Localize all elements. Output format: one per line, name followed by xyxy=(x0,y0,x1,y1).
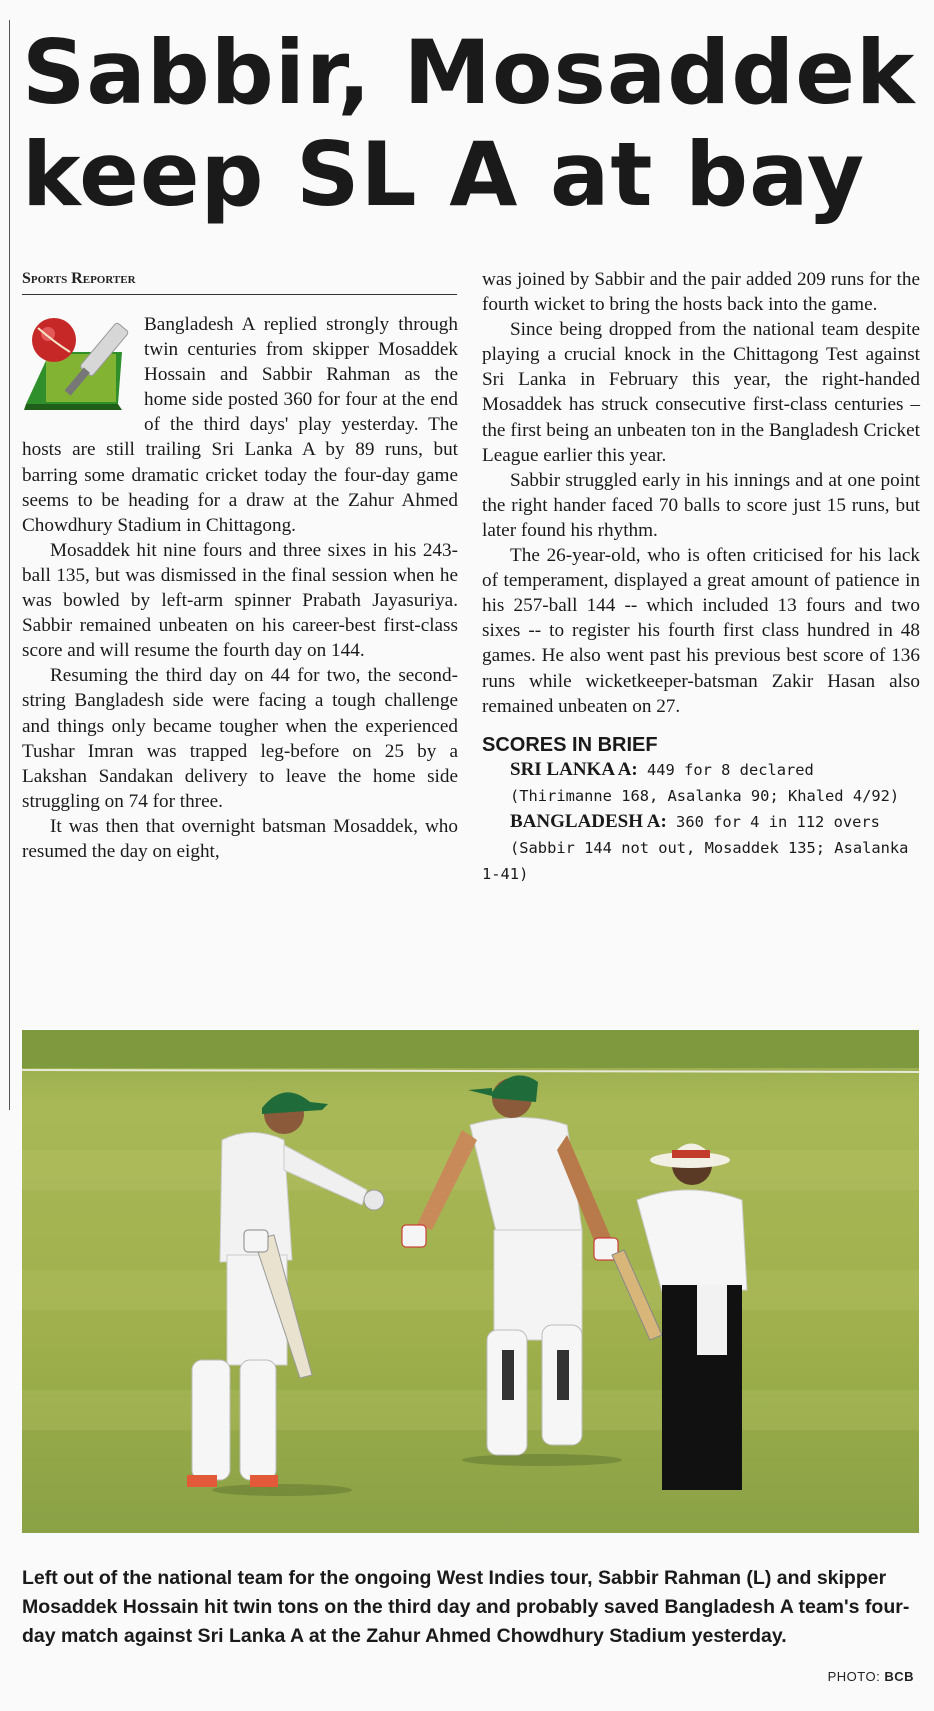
headline: Sabbir, Mosaddek keep SL A at bay xyxy=(22,21,916,226)
team-score: 449 for 8 declared xyxy=(637,760,814,779)
team-name: SRI LANKA A: xyxy=(510,758,638,780)
article-column-1 xyxy=(22,312,458,864)
team-name: BANGLADESH A: xyxy=(510,810,667,832)
score-line-2 xyxy=(482,809,920,835)
paragraph: Since being dropped from the national team despite playing a crucial knock in the Chittagong Test against Sri Lanka in February this year, the right-handed Mosaddek has struck consecutive first-class centuries – the first being an unbeaten ton in the Bangladesh Cricket League earlier this year. xyxy=(482,319,920,466)
paragraph: Sabbir struggled early in his innings and at one point the right hander faced 70 balls to score just 15 runs, but later found his rhythm. xyxy=(482,469,920,541)
scores-heading: SCORES IN BRIEF xyxy=(482,733,658,756)
paragraph: Bangladesh A replied strongly through twin centuries from skipper Mosaddek Hossain and Sabbir Rahman as the home side posted 360 for four at the end of the third days' play yesterday. The hosts are still trailing Sri Lanka A by 89 runs, but barring some dramatic cricket today the four-day game seems to be heading for a draw at the Zahur Ahmed Chowdhury Stadium in Chittagong. xyxy=(22,314,458,536)
paragraph: It was then that overnight batsman Mosaddek, who resumed the day on eight, xyxy=(22,815,458,862)
paragraph: Resuming the third day on 44 for two, the second-string Bangladesh side were facing a tough challenge and things only became tougher when the experienced Tushar Imran was trapped leg-before on 25 by a Lakshan Sandakan delivery to leave the home side struggling on 74 for three. xyxy=(22,665,458,812)
score-detail-2: (Sabbir 144 not out, Mosaddek 135; Asalanka 1-41) xyxy=(482,838,909,883)
byline: Sports Reporter xyxy=(22,270,457,295)
paragraph: Mosaddek hit nine fours and three sixes in his 243-ball 135, but was dismissed in the final session when he was bowled by left-arm spinner Prabath Jayasuriya. Sabbir remained unbeaten on his career-best first-class score and will resume the fourth day on 144. xyxy=(22,539,458,662)
match-photo xyxy=(22,1030,919,1533)
column-rule xyxy=(9,20,10,1110)
credit-label: PHOTO: xyxy=(827,1669,881,1684)
photo-credit xyxy=(828,1669,914,1684)
paragraph: was joined by Sabbir and the pair added 209 runs for the fourth wicket to bring the hosts back into the game. xyxy=(482,269,920,316)
score-line-1 xyxy=(482,757,920,783)
paragraph: The 26-year-old, who is often criticised for his lack of temperament, displayed a great amount of patience in his 257-ball 144 -- which included 13 fours and two sixes -- to register his fourth first class hundred in 48 games. He also went past his previous best score of 136 runs while wicketkeeper-batsman Zakir Hasan also remained unbeaten on 27. xyxy=(482,545,920,717)
cricket-icon xyxy=(22,312,134,416)
score-detail-1: (Thirimanne 168, Asalanka 90; Khaled 4/92) xyxy=(510,786,900,805)
photo-caption: Left out of the national team for the ongoing West Indies tour, Sabbir Rahman (L) and skipper Mosaddek Hossain hit twin tons on the third day and probably saved Bangladesh A team's four-day match against Sri Lanka A at the Zahur Ahmed Chowdhury Stadium yesterday. xyxy=(22,1567,910,1647)
credit-source: BCB xyxy=(884,1669,914,1684)
team-score: 360 for 4 in 112 overs xyxy=(666,812,880,831)
article-column-2 xyxy=(482,267,920,887)
